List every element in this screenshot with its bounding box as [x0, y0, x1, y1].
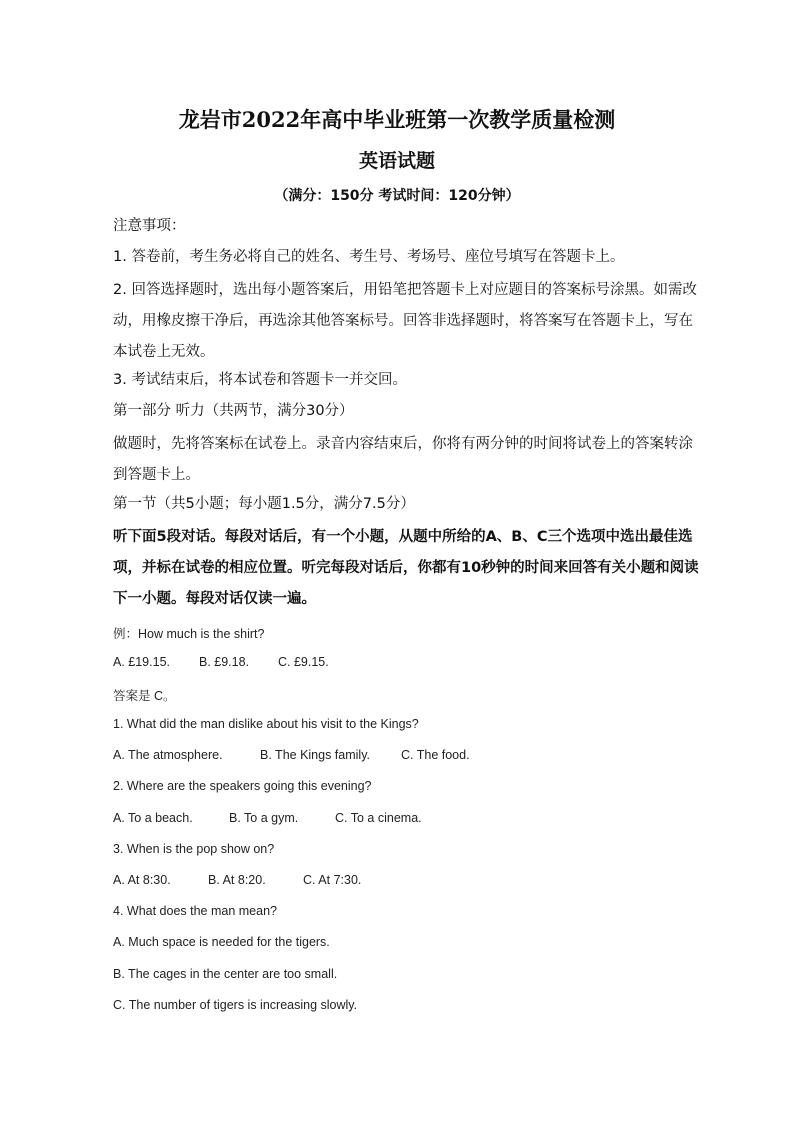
note-item-2: 2. 回答选择题时，选出每小题答案后，用铅笔把答题卡上对应题目的答案标号涂黑。如需改动，用橡皮擦干净后，再选涂其他答案标号。回答非选择题时，将答案写在答题卡上，写在本试卷上无效。 — [113, 282, 697, 360]
example-option-b: B. £9.18. — [199, 655, 250, 669]
example-options — [113, 655, 329, 669]
example-option-a: A. £19.15. — [113, 655, 170, 669]
q2-option-a: A. To a beach. — [113, 811, 193, 825]
q3-option-c: C. At 7:30. — [303, 873, 362, 887]
example-option-c: C. £9.15. — [278, 655, 329, 669]
q1-option-a: A. The atmosphere. — [113, 748, 223, 762]
q2-option-b: B. To a gym. — [229, 811, 299, 825]
score-info: （满分：150分 考试时间：120分钟） — [274, 188, 520, 204]
section1-heading: 第一节（共5小题；每小题1.5分，满分7.5分） — [113, 496, 415, 512]
q2-option-c: C. To a cinema. — [335, 811, 422, 825]
q4-option-b: B. The cages in the center are too small. — [113, 967, 338, 981]
q3-option-a: A. At 8:30. — [113, 873, 171, 887]
q3-option-b: B. At 8:20. — [208, 873, 266, 887]
question-4: 4. What does the man mean? — [113, 904, 277, 918]
question-1-options — [113, 748, 470, 762]
section1-instruction: 听下面5段对话。每段对话后，有一个小题，从题中所给的A、B、C三个选项中选出最佳选项，并标在试卷的相应位置。听完每段对话后，你都有10秒钟的时间来回答有关小题和阅读下一小题。每段对话仅读一遍。 — [113, 529, 699, 607]
q1-option-b: B. The Kings family. — [260, 748, 370, 762]
subject-title: 英语试题 — [358, 150, 435, 172]
question-3: 3. When is the pop show on? — [113, 842, 275, 856]
note-item-1: 1. 答卷前，考生务必将自己的姓名、考生号、考场号、座位号填写在答题卡上。 — [113, 249, 625, 265]
question-3-options — [113, 873, 361, 887]
example-question: 例：How much is the shirt? — [113, 627, 265, 641]
part1-instruction: 做题时，先将答案标在试卷上。录音内容结束后，你将有两分钟的时间将试卷上的答案转涂到答题卡上。 — [113, 436, 693, 483]
q1-option-c: C. The food. — [401, 748, 470, 762]
note-item-3: 3. 考试结束后，将本试卷和答题卡一并交回。 — [113, 372, 407, 388]
q4-option-a: A. Much space is needed for the tigers. — [113, 935, 330, 949]
q4-option-c: C. The number of tigers is increasing slowly. — [113, 998, 358, 1012]
exam-title: 龙岩市2022年高中毕业班第一次教学质量检测 — [178, 107, 616, 132]
part1-heading: 第一部分 听力（共两节，满分30分） — [113, 403, 354, 419]
example-answer: 答案是 C。 — [113, 689, 176, 703]
notes-heading: 注意事项： — [113, 218, 186, 234]
question-2: 2. Where are the speakers going this evening? — [113, 779, 372, 793]
question-2-options — [113, 811, 422, 825]
question-1: 1. What did the man dislike about his visit to the Kings? — [113, 717, 419, 731]
